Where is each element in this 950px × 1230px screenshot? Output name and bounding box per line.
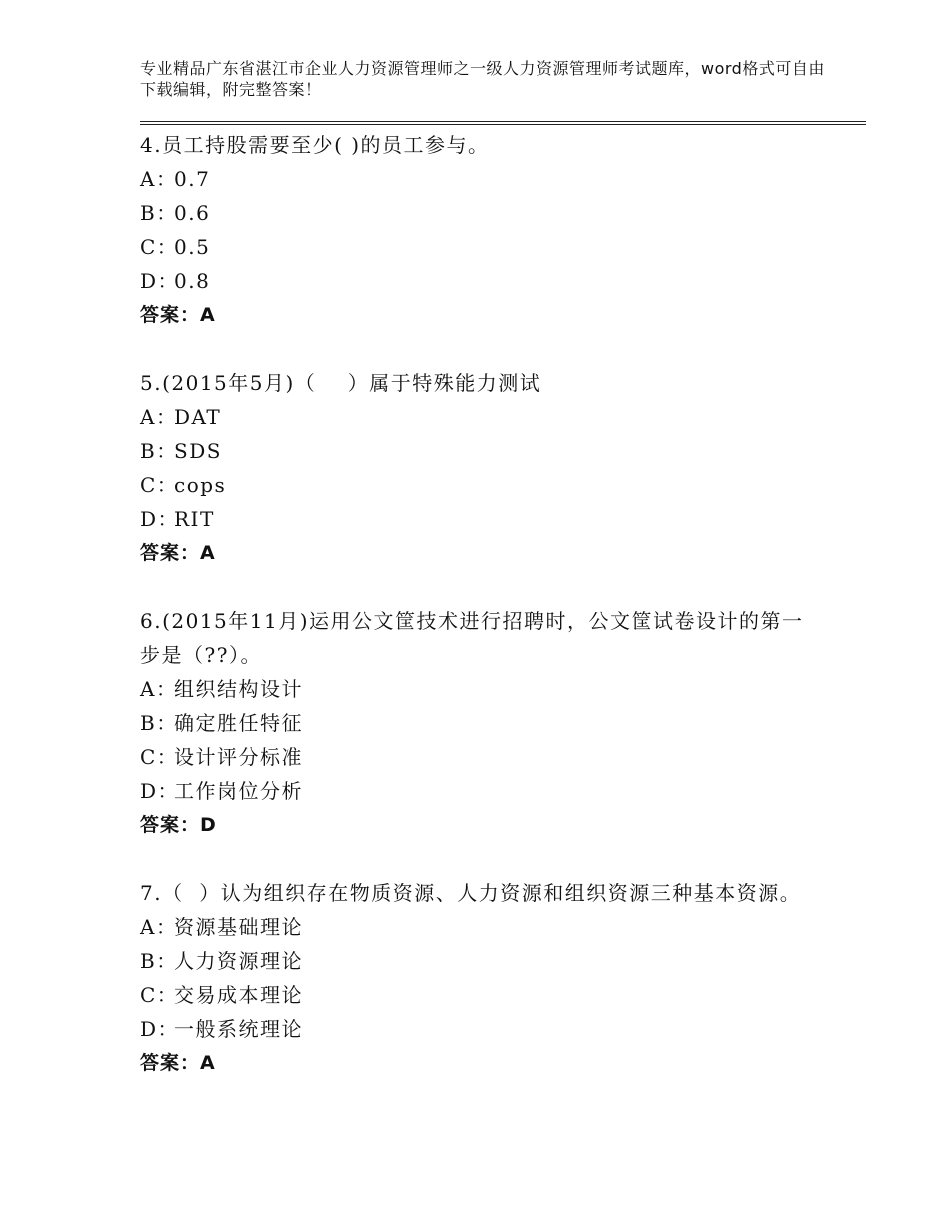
option-c (140, 230, 840, 264)
option-c (140, 740, 840, 774)
option-text: 人力资源理论 (174, 949, 303, 973)
question-stem: 5.(2015年5月)（ ）属于特殊能力测试 (140, 371, 542, 395)
option-key: A： (140, 405, 178, 429)
option-key: C： (140, 473, 179, 497)
question-4 (140, 128, 840, 332)
option-text: 设计评分标准 (174, 745, 303, 769)
option-key: D： (140, 507, 180, 531)
option-key: A： (140, 677, 178, 701)
option-d (140, 502, 840, 536)
option-d (140, 264, 840, 298)
option-text: 资源基础理论 (174, 915, 303, 939)
option-key: B： (140, 711, 178, 735)
question-5 (140, 366, 840, 570)
option-a (140, 400, 840, 434)
question-stem: 7.（ ）认为组织存在物质资源、人力资源和组织资源三种基本资源。 (140, 881, 802, 905)
option-key: B： (140, 949, 178, 973)
option-key: D： (140, 269, 180, 293)
option-key: D： (140, 1017, 180, 1041)
option-text: 0.7 (174, 167, 211, 191)
option-b (140, 434, 840, 468)
option-d (140, 774, 840, 808)
option-text: 0.5 (174, 235, 211, 259)
answer-label: 答案：A (140, 1052, 216, 1074)
option-key: C： (140, 235, 179, 259)
option-text: 一般系统理论 (174, 1017, 303, 1041)
option-b (140, 706, 840, 740)
option-text: RIT (174, 507, 215, 531)
answer-label: 答案：A (140, 304, 216, 326)
option-key: A： (140, 167, 178, 191)
answer-label: 答案：A (140, 542, 216, 564)
question-stem: 4.员工持股需要至少( )的员工参与。 (140, 133, 490, 157)
option-text: 0.8 (174, 269, 211, 293)
option-text: DAT (174, 405, 222, 429)
option-key: D： (140, 779, 180, 803)
option-b (140, 196, 840, 230)
option-key: B： (140, 201, 178, 225)
document-header: 专业精品广东省湛江市企业人力资源管理师之一级人力资源管理师考试题库，word格式可自由下载编辑，附完整答案！ (140, 59, 825, 99)
option-d (140, 1012, 840, 1046)
header-divider-top (140, 121, 866, 122)
option-text: 工作岗位分析 (174, 779, 303, 803)
question-list (140, 128, 840, 1114)
option-key: C： (140, 983, 179, 1007)
option-a (140, 672, 840, 706)
option-c (140, 978, 840, 1012)
option-text: cops (174, 473, 227, 497)
option-text: 0.6 (174, 201, 211, 225)
answer-label: 答案：D (140, 814, 217, 836)
header-divider-bottom (140, 124, 866, 125)
option-key: C： (140, 745, 179, 769)
option-text: SDS (174, 439, 222, 463)
option-key: A： (140, 915, 178, 939)
question-6 (140, 604, 840, 842)
option-c (140, 468, 840, 502)
option-a (140, 162, 840, 196)
option-text: 确定胜任特征 (174, 711, 303, 735)
option-b (140, 944, 840, 978)
option-text: 组织结构设计 (174, 677, 303, 701)
question-stem: 6.(2015年11月)运用公文筐技术进行招聘时，公文筐试卷设计的第一步是（??）。 (140, 609, 804, 667)
question-7 (140, 876, 840, 1080)
option-key: B： (140, 439, 178, 463)
option-a (140, 910, 840, 944)
option-text: 交易成本理论 (174, 983, 303, 1007)
